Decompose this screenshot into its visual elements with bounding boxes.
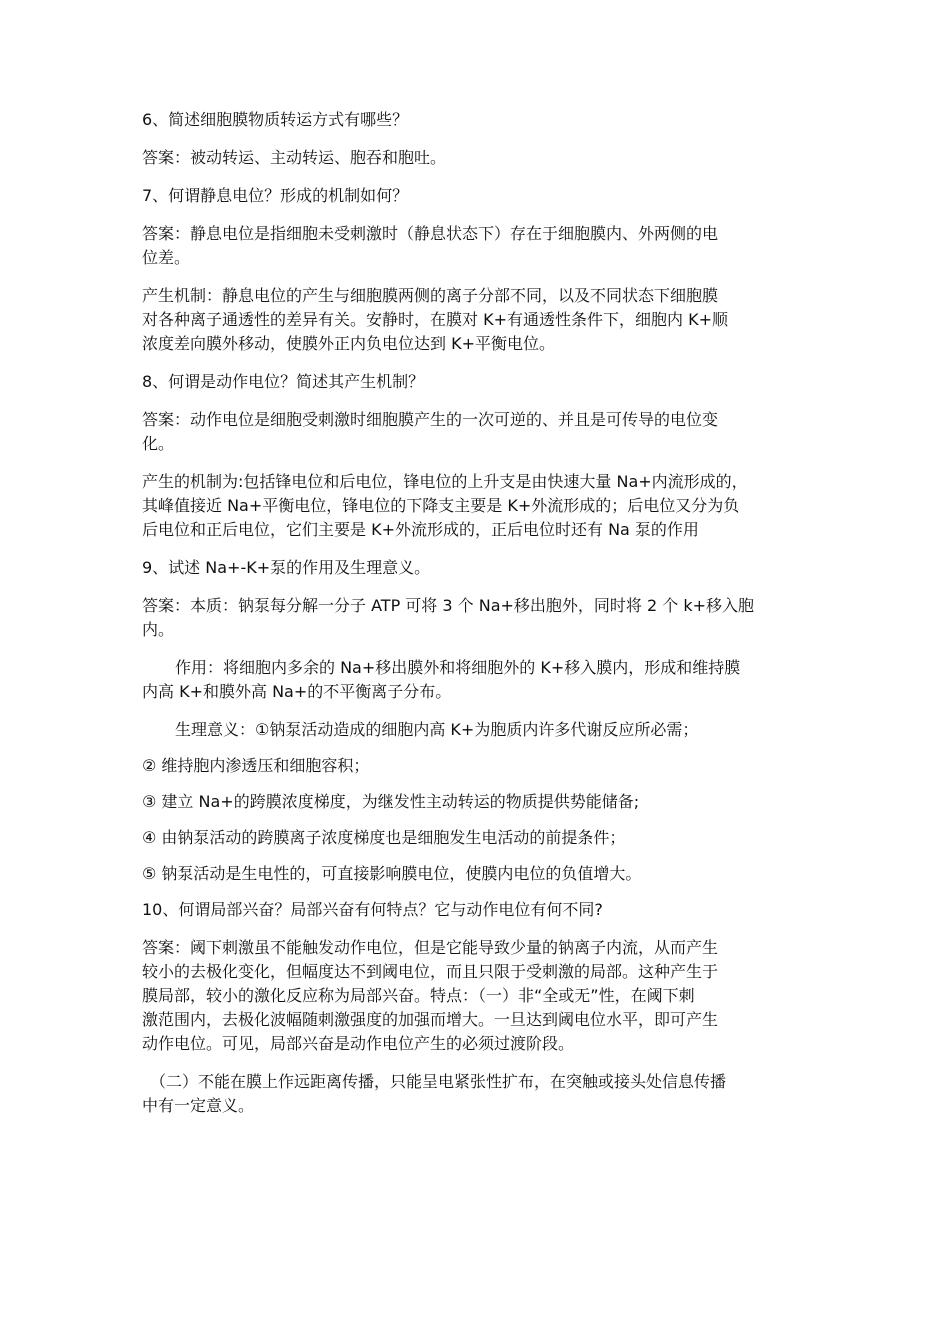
- question-8: [142, 370, 812, 394]
- point-3: [142, 790, 812, 814]
- answer-8-line: 化。: [142, 434, 175, 453]
- point-2-text: ② 维持胞内渗透压和细胞容积；: [142, 756, 370, 775]
- answer-10-line: 较小的去极化变化，但幅度达不到阈电位，而且只限于受刺激的局部。这种产生于: [142, 962, 719, 981]
- point-4: [142, 826, 812, 850]
- question-9: [142, 556, 812, 580]
- feature2-10-line: 中有一定意义。: [142, 1096, 255, 1115]
- answer-7-line: 答案：静息电位是指细胞未受刺激时（静息状态下）存在于细胞膜内、外两侧的电: [142, 224, 719, 243]
- point-5: [142, 862, 812, 886]
- significance-9-text: 生理意义：①钠泵活动造成的细胞内高 K+为胞质内许多代谢反应所必需；: [175, 720, 699, 739]
- answer-10-line: 激范围内，去极化波幅随刺激强度的加强而增大。一旦达到阈电位水平，即可产生: [142, 1010, 719, 1029]
- mechanism-8: [142, 470, 812, 542]
- function-9-line: 作用：将细胞内多余的 Na+移出膜外和将细胞外的 K+移入膜内，形成和维持膜: [175, 658, 741, 677]
- answer-10-line: 动作电位。可见，局部兴奋是动作电位产生的必须过渡阶段。: [142, 1034, 575, 1053]
- mechanism-8-line: 后电位和正后电位，它们主要是 K+外流形成的，正后电位时还有 Na 泵的作用: [142, 520, 699, 539]
- feature2-10: [142, 1070, 812, 1118]
- mechanism-7-line: 产生机制：静息电位的产生与细胞膜两侧的离子分部不同，以及不同状态下细胞膜: [142, 286, 719, 305]
- function-9: [142, 656, 812, 680]
- answer-6-text: 答案：被动转运、主动转运、胞吞和胞吐。: [142, 148, 447, 167]
- feature2-10-line: （二）不能在膜上作远距离传播，只能呈电紧张性扩布，在突触或接头处信息传播: [150, 1072, 727, 1091]
- answer-10-line: 答案：阈下刺激虽不能触发动作电位，但是它能导致少量的钠离子内流，从而产生: [142, 938, 719, 957]
- answer-9-line: 内。: [142, 620, 175, 639]
- significance-9: [142, 718, 812, 742]
- question-6-text: 6、简述细胞膜物质转运方式有哪些？: [142, 110, 409, 129]
- question-7: [142, 184, 812, 208]
- answer-10-line: 膜局部，较小的激化反应称为局部兴奋。特点：（一）非“全或无”性，在阈下刺: [142, 986, 695, 1005]
- mechanism-7-line: 对各种离子通透性的差异有关。安静时，在膜对 K+有通透性条件下，细胞内 K+顺: [142, 310, 728, 329]
- mechanism-7-line: 浓度差向膜外移动，使膜外正内负电位达到 K+平衡电位。: [142, 334, 555, 353]
- document-body: [142, 108, 812, 1132]
- mechanism-7: [142, 284, 812, 356]
- function-9-cont: [142, 680, 812, 704]
- answer-7: [142, 222, 812, 270]
- question-8-text: 8、何谓是动作电位？简述其产生机制？: [142, 372, 425, 391]
- answer-8-line: 答案：动作电位是细胞受刺激时细胞膜产生的一次可逆的、并且是可传导的电位变: [142, 410, 719, 429]
- point-2: [142, 754, 812, 778]
- function-9-line: 内高 K+和膜外高 Na+的不平衡离子分布。: [142, 682, 452, 701]
- answer-9-line: 答案：本质：钠泵每分解一分子 ATP 可将 3 个 Na+移出胞外，同时将 2 个 k+移入胞: [142, 596, 755, 615]
- point-5-text: ⑤ 钠泵活动是生电性的，可直接影响膜电位，使膜内电位的负值增大。: [142, 864, 642, 883]
- question-10: [142, 898, 812, 922]
- point-4-text: ④ 由钠泵活动的跨膜离子浓度梯度也是细胞发生电活动的前提条件；: [142, 828, 626, 847]
- point-3-text: ③ 建立 Na+的跨膜浓度梯度，为继发性主动转运的物质提供势能储备;: [142, 792, 640, 811]
- mechanism-8-line: 产生的机制为:包括锋电位和后电位，锋电位的上升支是由快速大量 Na+内流形成的，: [142, 472, 748, 491]
- answer-6: [142, 146, 812, 170]
- question-10-text: 10、何谓局部兴奋？局部兴奋有何特点？它与动作电位有何不同?: [142, 900, 603, 919]
- mechanism-8-line: 其峰值接近 Na+平衡电位，锋电位的下降支主要是 K+外流形成的；后电位又分为负: [142, 496, 740, 515]
- answer-8: [142, 408, 812, 456]
- question-6: [142, 108, 812, 132]
- answer-9: [142, 594, 812, 642]
- question-7-text: 7、何谓静息电位？形成的机制如何？: [142, 186, 409, 205]
- answer-7-line: 位差。: [142, 248, 191, 267]
- question-9-text: 9、试述 Na+-K+泵的作用及生理意义。: [142, 558, 431, 577]
- answer-10: [142, 936, 812, 1056]
